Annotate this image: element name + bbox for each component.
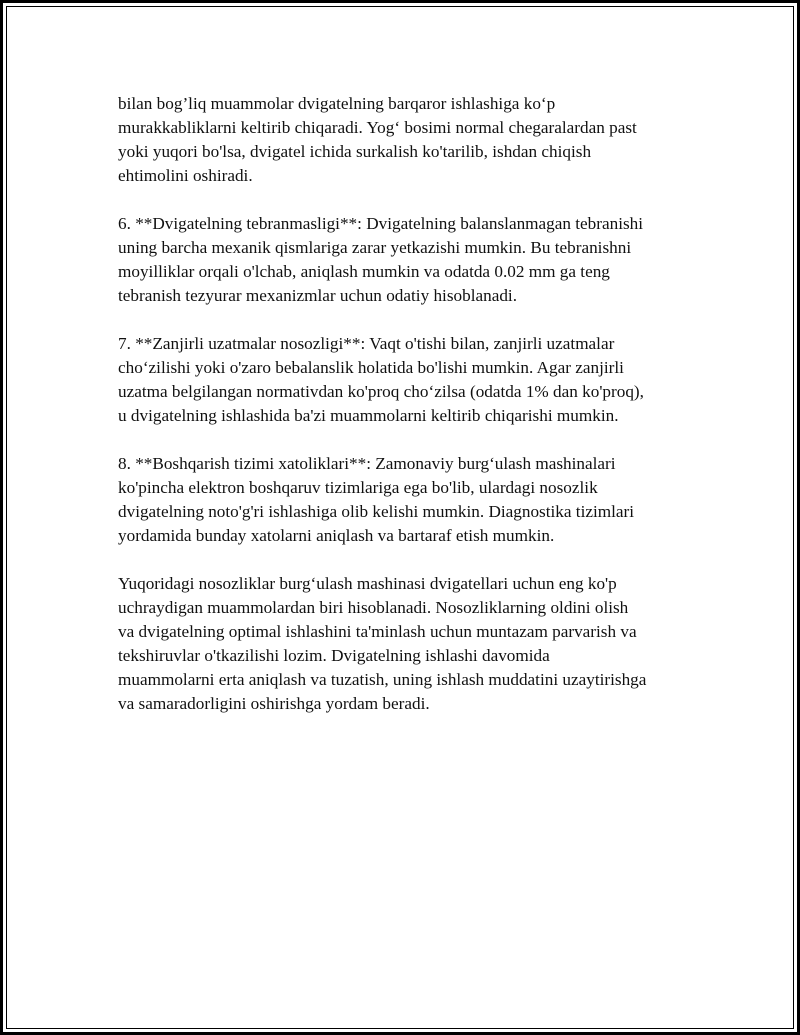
text-line: 8. **Boshqarish tizimi xatoliklari**: Zamonaviy burg‘ulash mashinalari [118,454,616,473]
text-line: bilan bog’liq muammolar dvigatelning barqaror ishlashiga ko‘p [118,94,556,113]
text-line: va dvigatelning optimal ishlashini ta'minlash uchun muntazam parvarish va [118,622,637,641]
text-line: dvigatelning noto'g'ri ishlashiga olib kelishi mumkin. Diagnostika tizimlari [118,502,635,521]
text-line: ko'pincha elektron boshqaruv tizimlariga ega bo'lib, ulardagi nosozlik [118,478,598,497]
text-line: Yuqoridagi nosozliklar burg‘ulash mashinasi dvigatellari uchun eng ko'p [118,574,617,593]
document-body [118,92,708,740]
text-line: va samaradorligini oshirishga yordam beradi. [118,694,430,713]
paragraph-item-7-chain-drive [118,332,708,428]
paragraph-item-8-control-system [118,452,708,548]
paragraph-conclusion [118,572,708,716]
text-line: cho‘zilishi yoki o'zaro bebalanslik holatida bo'lishi mumkin. Agar zanjirli [118,358,624,377]
text-line: tekshiruvlar o'tkazilishi lozim. Dvigatelning ishlashi davomida [118,646,550,665]
text-line: u dvigatelning ishlashida ba'zi muammolarni keltirib chiqarishi mumkin. [118,406,619,425]
text-line: 6. **Dvigatelning tebranmasligi**: Dvigatelning balanslanmagan tebranishi [118,214,644,233]
text-line: yordamida bunday xatolarni aniqlash va bartaraf etish mumkin. [118,526,555,545]
text-line: ehtimolini oshiradi. [118,166,253,185]
text-line: muammolarni erta aniqlash va tuzatish, uning ishlash muddatini uzaytirishga [118,670,647,689]
text-line: uzatma belgilangan normativdan ko'proq cho‘zilsa (odatda 1% dan ko'proq), [118,382,644,401]
text-line: moyilliklar orqali o'lchab, aniqlash mumkin va odatda 0.02 mm ga teng [118,262,610,281]
text-line: 7. **Zanjirli uzatmalar nosozligi**: Vaqt o'tishi bilan, zanjirli uzatmalar [118,334,615,353]
text-line: murakkabliklarni keltirib chiqaradi. Yog‘ bosimi normal chegaralardan past [118,118,637,137]
text-line: uning barcha mexanik qismlariga zarar yetkazishi mumkin. Bu tebranishni [118,238,632,257]
text-line: yoki yuqori bo'lsa, dvigatel ichida surkalish ko'tarilib, ishdan chiqish [118,142,592,161]
text-line: tebranish tezyurar mexanizmlar uchun odatiy hisoblanadi. [118,286,517,305]
paragraph-oil-pressure-continuation [118,92,708,188]
text-line: uchraydigan muammolardan biri hisoblanadi. Nosozliklarning oldini olish [118,598,629,617]
paragraph-item-6-vibration [118,212,708,308]
